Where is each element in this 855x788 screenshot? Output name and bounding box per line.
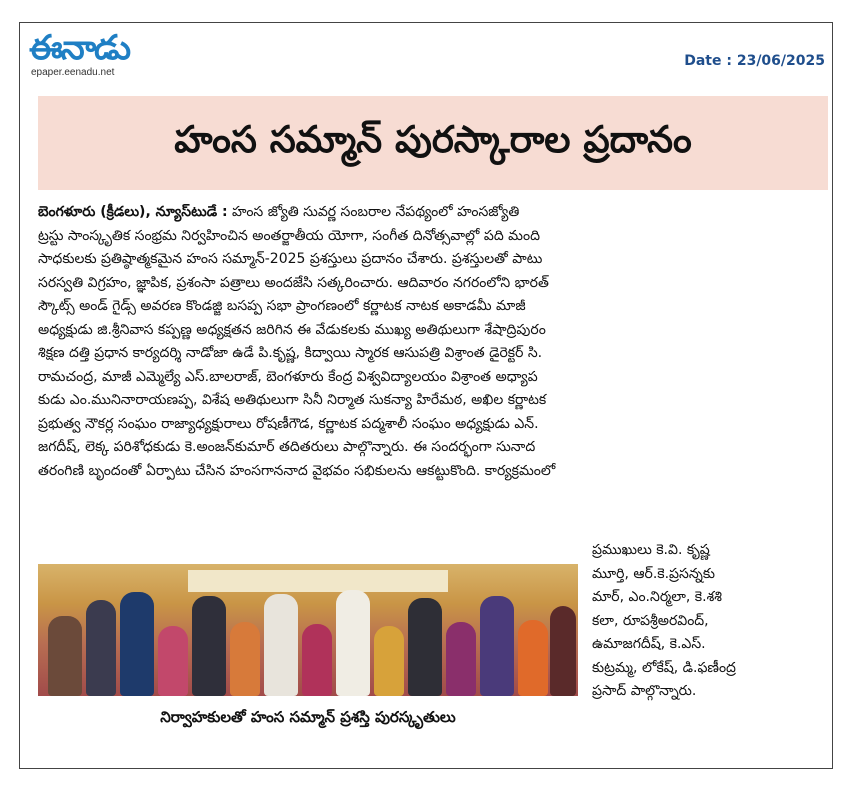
- photo-person: [48, 616, 82, 696]
- logo-wordmark: ఈనాడు: [29, 28, 130, 68]
- article-dateline: బెంగళూరు (క్రీడలు), న్యూస్‌టుడే :: [38, 204, 228, 220]
- article-line: కలా, రూపశ్రీఅరవింద్‌,: [592, 612, 709, 629]
- photo-person: [230, 622, 260, 696]
- stage-banner: [188, 570, 448, 592]
- article-line: కుడు ఎం.మునినారాయణప్ప, విశేష అతిథులుగా సినీ నిర్మాత సుకన్యా హిరేమఠ, అఖిల కర్ణాటక: [38, 392, 547, 408]
- photo-person: [518, 620, 548, 696]
- photo-person: [446, 622, 476, 696]
- article-line: సరస్వతి విగ్రహం, జ్ఞాపిక, ప్రశంసా పత్రాలు అందజేసి సత్కరించారు. ఆదివారం నగరంలోని భారత్‌: [38, 274, 549, 291]
- event-photo: [38, 564, 578, 696]
- photo-person: [192, 596, 226, 696]
- photo-person: [480, 596, 514, 696]
- photo-person: [374, 626, 404, 696]
- article-line: ప్రభుత్వ నౌకర్ల సంఘం రాజ్యాధ్యక్షురాలు రోషణీగౌడ, కర్ణాటక పద్మశాలీ సంఘం అధ్యక్షుడు ఎన్‌.: [38, 415, 539, 432]
- eenadu-logo: [29, 30, 169, 80]
- headline: హంస సమ్మాన్‌ పురస్కారాల ప్రదానం: [174, 118, 692, 161]
- article-line: రామచంద్ర, మాజీ ఎమ్మెల్యే ఎస్‌.బాలరాజ్‌, బెంగళూరు కేంద్ర విశ్వవిద్యాలయం విశ్రాంత అధ్యాప: [38, 368, 538, 385]
- logo-url: epaper.eenadu.net: [31, 67, 115, 78]
- article-continuation: [592, 538, 828, 703]
- article-line: మార్‌, ఎం.నిర్మలా, కె.శశి: [592, 589, 722, 605]
- photo-person: [408, 598, 442, 696]
- photo-person: [158, 626, 188, 696]
- photo-person: [264, 594, 298, 696]
- article-body: [38, 201, 828, 483]
- photo-person: [86, 600, 116, 696]
- publication-date: Date : 23/06/2025: [684, 53, 825, 69]
- article-line: అధ్యక్షుడు జి.శ్రీనివాస కప్పణ్ణ అధ్యక్షతన జరిగిన ఈ వేడుకలకు ముఖ్య అతిథులుగా శేషాద్రిపురం: [38, 321, 546, 338]
- photo-person: [336, 590, 370, 696]
- photo-person: [550, 606, 576, 696]
- article-line: ట్రస్టు సాంస్కృతిక సంభ్రమ నిర్వహించిన అంతర్జాతీయ యోగా, సంగీత దినోత్సవాల్లో పది మంది: [38, 227, 540, 244]
- article-line: శిక్షణ దత్తి ప్రధాన కార్యదర్శి నాడోజా ఉడే పి.కృష్ణ, కిద్వాయి స్మారక ఆసుపత్రి విశ్రాంత డైరెక్టర్‌ సి.: [38, 345, 543, 361]
- photo-caption: నిర్వాహకులతో హంస సమ్మాన్‌ ప్రశస్తి పురస్కృతులు: [160, 708, 456, 726]
- photo-person: [302, 624, 332, 696]
- article-line: ప్రముఖులు కె.వి. కృష్ణ: [592, 542, 710, 558]
- article-line: ప్రసాద్‌ పాల్గొన్నారు.: [592, 683, 697, 699]
- article-line-text: హంస జ్యోతి సువర్ణ సంబరాల నేపథ్యంలో హంసజ్యోతి: [227, 204, 520, 220]
- article-line: [38, 201, 828, 225]
- article-line: మూర్తి, ఆర్‌.కె.ప్రసన్నకు: [592, 565, 715, 582]
- article-line: సాధకులకు ప్రతిష్ఠాత్మకమైన హంస సమ్మాన్‌-2025 ప్రశస్తులు ప్రదానం చేశారు. ప్రశస్తులతో పాటు: [38, 251, 543, 267]
- photo-person: [120, 592, 154, 696]
- article-line: తరంగిణి బృందంతో ఏర్పాటు చేసిన హంసగాననాద వైభవం సభికులను ఆకట్టుకొంది. కార్యక్రమంలో: [38, 462, 556, 479]
- article-line: కుట్రమ్మ, లోకేష్‌, డి.ఫణీంద్ర: [592, 659, 736, 676]
- headline-banner: [38, 96, 828, 190]
- article-line: స్కౌట్స్‌ అండ్‌ గైడ్స్‌ అవరణ కొండజ్జి బసప్ప సభా ప్రాంగణంలో కర్ణాటక నాటక అకాడమీ మాజీ: [38, 298, 526, 314]
- article-line: జగదీష్‌, లెక్క పరిశోధకుడు కె.అంజన్‌కుమార్‌ తదితరులు పాల్గొన్నారు. ఈ సందర్భంగా సునాద: [38, 439, 536, 455]
- article-line: ఉమాజగదీష్‌, కె.ఎస్‌.: [592, 636, 706, 652]
